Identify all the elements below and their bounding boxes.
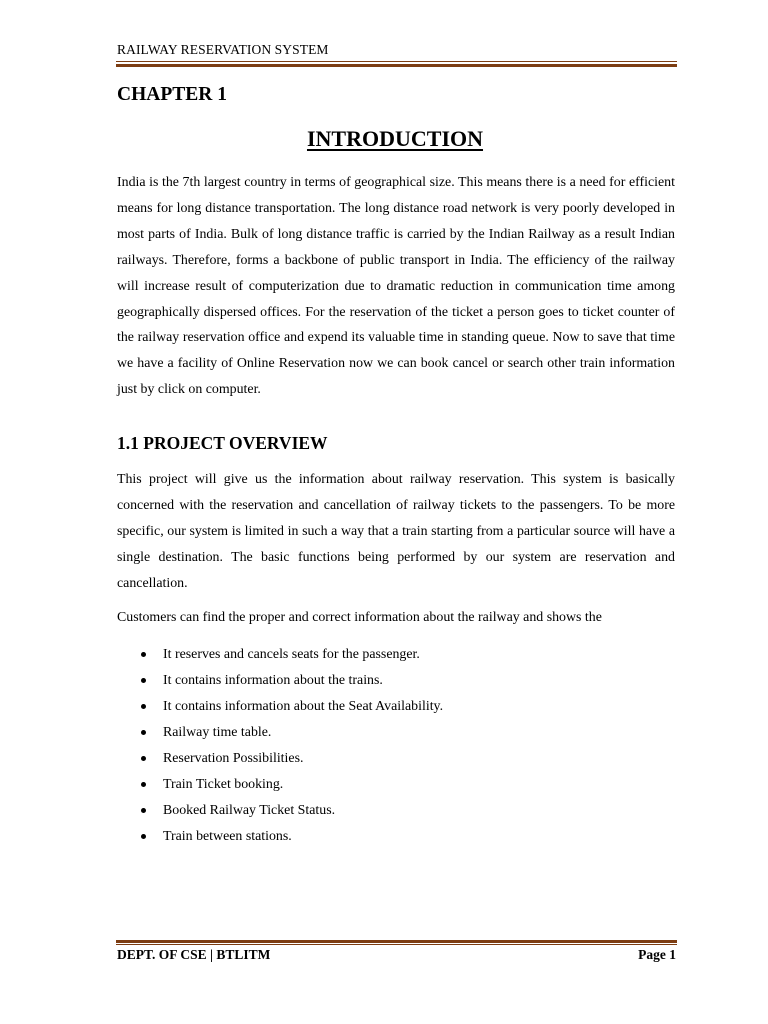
list-item-text: Train Ticket booking. <box>163 777 284 792</box>
bullet-icon <box>141 704 146 709</box>
header-title: RAILWAY RESERVATION SYSTEM <box>117 42 329 57</box>
bullet-icon <box>141 756 146 761</box>
footer-rule-thin <box>116 944 677 945</box>
list-item <box>117 772 675 798</box>
list-item-text: It contains information about the trains. <box>163 673 383 688</box>
chapter-label: CHAPTER 1 <box>117 84 227 105</box>
bullet-icon <box>141 678 146 683</box>
lead-in-text: Customers can find the proper and correct information about the railway and shows the <box>117 610 602 625</box>
list-item-text: Train between stations. <box>163 829 292 844</box>
list-item <box>117 824 675 850</box>
footer-department: DEPT. OF CSE | BTLITM <box>117 947 271 962</box>
list-item <box>117 746 675 772</box>
header-rule-thin <box>116 61 677 62</box>
header-rule-thick <box>116 64 677 67</box>
feature-list <box>117 642 675 850</box>
bullet-icon <box>141 782 146 787</box>
overview-paragraph: This project will give us the information about railway reservation. This system is basically concerned with the reservation and cancellation of railway tickets to the passengers. To be more specific, our system is limited in such a way that a train starting from a particular source will have a single destination. The basic functions being performed by our system are reservation and cancellation. <box>117 472 675 591</box>
list-item-text: Reservation Possibilities. <box>163 751 304 766</box>
list-item <box>117 720 675 746</box>
bullet-icon <box>141 834 146 839</box>
bullet-icon <box>141 808 146 813</box>
list-item <box>117 798 675 824</box>
list-item-text: It reserves and cancels seats for the passenger. <box>163 647 420 662</box>
chapter-title: INTRODUCTION <box>306 126 484 151</box>
intro-paragraph: India is the 7th largest country in terms of geographical size. This means there is a need for efficient means for long distance transportation. The long distance road network is very poorly developed in most parts of India. Bulk of long distance traffic is carried by the Indian Railway as a result Indian railways. Therefore, forms a backbone of public transport in India. The efficiency of the railway will increase result of computerization due to dramatic reduction in communication time among geographically dispersed offices. For the reservation of the ticket a person goes to ticket counter of the railway reservation office and expend its valuable time in standing queue. Now to save that time we have a facility of Online Reservation now we can book cancel or search other train information just by click on computer. <box>117 175 675 398</box>
list-item-text: Railway time table. <box>163 725 272 740</box>
section-heading: 1.1 PROJECT OVERVIEW <box>117 433 328 453</box>
list-item <box>117 668 675 694</box>
bullet-icon <box>141 652 146 657</box>
footer-rule-thick <box>116 940 677 943</box>
list-item <box>117 694 675 720</box>
page-number: Page 1 <box>638 947 676 962</box>
list-item <box>117 642 675 668</box>
bullet-icon <box>141 730 146 735</box>
list-item-text: Booked Railway Ticket Status. <box>163 803 336 818</box>
list-item-text: It contains information about the Seat Availability. <box>163 699 444 714</box>
